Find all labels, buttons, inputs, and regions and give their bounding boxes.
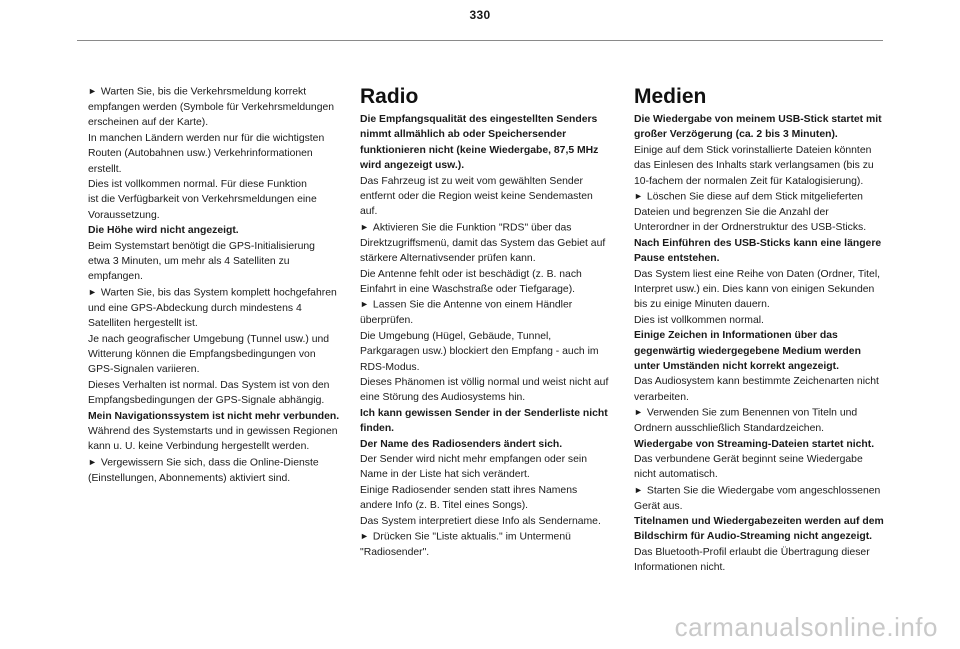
watermark: carmanualsonline.info [674,612,938,642]
line-text: erscheinen auf der Karte). [88,117,209,129]
body-text-line [360,251,616,266]
section-heading-media: Medien [634,85,707,108]
line-text: Dateien und begrenzen Sie die Anzahl der [634,206,829,218]
question-heading-line [634,344,890,359]
line-text: Informationen nicht. [634,562,726,574]
line-text: Dies ist vollkommen normal. [634,314,764,326]
line-text: ist die Verfügbarkeit von Verkehrsmeldungen eine [88,194,317,206]
body-text-line [88,301,344,316]
line-text: Das Fahrzeug ist zu weit vom gewählten Sender [360,175,583,187]
line-text: Einige Zeichen in Informationen über das [634,330,838,342]
line-text: eine Störung des Audiosystems hin. [360,392,526,404]
question-heading-line [634,359,890,374]
instruction-line [88,455,344,471]
line-text: Unterordner in der Ordnerstruktur des USB-Sticks. [634,222,867,234]
line-text: andere Info (z. B. Titel eines Songs). [360,500,529,512]
body-text-line [634,499,890,514]
instruction-line [360,220,616,236]
body-text-line [634,374,890,389]
line-text: (Einstellungen, Abonnements) aktiviert sind. [88,472,291,484]
line-text: Löschen Sie diese auf dem Stick mitgelieferten [646,191,863,203]
question-heading-line [88,409,344,424]
body-text-line [634,143,890,158]
line-text: Empfangsbedingungen der GPS-Signale abhängig. [88,395,325,407]
question-heading-line [634,328,890,343]
body-text-line [88,115,344,130]
line-text: großer Verzögerung (ca. 2 bis 3 Minuten). [634,129,838,141]
body-text-line [360,360,616,375]
body-text-line [88,316,344,331]
triangle-bullet-icon: ► [634,407,643,418]
line-text: überprüfen. [360,315,414,327]
body-text-line [634,282,890,297]
body-text-line [88,439,344,454]
line-text: auf. [360,206,378,218]
instruction-line [634,483,890,499]
body-text-line [360,189,616,204]
line-text: funktionieren nicht (keine Wiedergabe, 87,5 MHz [360,144,599,156]
question-heading-line [360,158,616,173]
body-text-line [634,205,890,220]
body-text-line [88,471,344,486]
line-text: Wiedergabe von Streaming-Dateien startet nicht. [634,438,875,450]
body-text-line [360,390,616,405]
body-text-line [360,545,616,560]
question-heading-line [360,127,616,142]
line-text: Gerät aus. [634,500,683,512]
body-text-line [88,362,344,377]
question-heading-line [634,251,890,266]
triangle-bullet-icon: ► [360,299,369,310]
line-text: Dieses Verhalten ist normal. Das System ist von den [88,379,330,391]
line-text: entfernt oder die Region weist keine Sendemasten [360,191,593,203]
instruction-line [360,529,616,545]
body-text-line [634,297,890,312]
body-text-line [360,267,616,282]
line-text: Vergewissern Sie sich, dass die Online-Dienste [100,457,319,469]
question-heading-line [634,514,890,529]
triangle-bullet-icon: ► [360,221,369,232]
body-text-line [360,344,616,359]
question-heading-line [360,421,616,436]
line-text: Interpret usw.) ein. Dies kann von einigen Sekunden [634,283,875,295]
body-text-line [360,514,616,529]
line-text: Die Empfangsqualität des eingestellten Senders [360,114,598,125]
line-text: unter Umständen nicht korrekt angezeigt. [634,361,839,372]
body-text-line [360,467,616,482]
line-text: Bildschirm für Audio-Streaming nicht angezeigt. [634,531,873,543]
body-text-line [360,236,616,251]
line-text: nimmt allmählich ab oder Speichersender [360,129,567,141]
column-media [634,85,890,576]
body-text-line [360,282,616,297]
triangle-bullet-icon: ► [88,86,97,96]
triangle-bullet-icon: ► [360,530,369,541]
line-text: und eine GPS-Abdeckung durch mindestens 4 [88,302,302,314]
header-rule [77,40,883,41]
line-text: Mein Navigationssystem ist nicht mehr verbunden. [88,410,340,422]
question-heading-line [360,406,616,421]
column-radio [360,85,616,560]
body-text-line [360,452,616,467]
line-text: Das verbundene Gerät beginnt seine Wiedergabe [634,453,863,465]
body-text-line [88,269,344,284]
body-text-line [634,174,890,189]
line-text: Direktzugriffsmenü, damit das System das Gebiet auf [360,237,606,249]
line-text: Witterung können die Empfangsbedingungen von [88,348,316,360]
column-navigation-troubleshooting [88,84,344,486]
line-text: Während des Systemstarts und in gewissen Regionen [88,425,338,437]
triangle-bullet-icon: ► [88,456,97,467]
line-text: stärkere Alternativsender prüfen kann. [360,253,536,265]
question-heading-line [634,112,890,127]
line-text: Das System interpretiert diese Info als Sendername. [360,515,601,527]
line-text: Das System liest eine Reihe von Daten (Ordner, Titel, [634,268,881,280]
question-heading-line [360,437,616,452]
body-text-line [634,545,890,560]
body-text-line [360,329,616,344]
line-text: Das Bluetooth-Profil erlaubt die Übertragung dieser [634,546,870,558]
triangle-bullet-icon: ► [634,484,643,495]
question-heading-line [634,127,890,142]
body-text-line [634,452,890,467]
line-text: Die Höhe wird nicht angezeigt. [88,225,239,237]
line-text: gegenwärtig wiedergegebene Medium werden [634,345,861,357]
line-text: Pause entstehen. [634,253,720,265]
line-text: Nach Einführen des USB-Sticks kann eine längere [634,237,882,249]
question-heading-line [360,143,616,158]
body-text-line [88,254,344,269]
line-text: wird angezeigt usw.). [360,160,465,172]
question-heading-line [634,529,890,544]
line-text: Parkgaragen usw.) blockiert den Empfang - auch im [360,346,599,358]
line-text: Verwenden Sie zum Benennen von Titeln und [646,407,858,419]
line-text: Name in der Liste hat sich verändert. [360,469,530,481]
section-heading-radio: Radio [360,85,419,108]
line-text: Einige Radiosender senden statt ihres Namens [360,484,578,496]
body-text-line [88,146,344,161]
line-text: Die Umgebung (Hügel, Gebäude, Tunnel, [360,330,552,342]
line-text: Voraussetzung. [88,209,160,221]
instruction-line [634,189,890,205]
line-text: Einfahrt in eine Waschstraße oder Tiefgarage). [360,283,576,295]
line-text: "Radiosender". [360,546,430,558]
body-text-line [88,332,344,347]
line-text: finden. [360,423,395,435]
line-text: Titelnamen und Wiedergabezeiten werden auf dem [634,516,884,528]
line-text: Warten Sie, bis das System komplett hochgefahren [100,287,337,299]
question-heading-line [634,437,890,452]
line-text: kann u. U. keine Verbindung hergestellt werden. [88,441,310,453]
line-text: RDS-Modus. [360,361,420,373]
line-text: erstellt. [88,163,122,175]
line-text: etwa 3 Minuten, um mehr als 4 Satelliten zu [88,255,290,267]
line-text: Die Wiedergabe von meinem USB-Stick startet mit [634,114,882,125]
question-heading-line [634,236,890,251]
line-text: Ordnern ausschließlich Standardzeichen. [634,423,825,435]
line-text: nicht automatisch. [634,469,718,481]
body-text-line [634,220,890,235]
body-text-line [634,421,890,436]
body-text-line [88,424,344,439]
body-text-line [88,393,344,408]
body-text-line [88,347,344,362]
triangle-bullet-icon: ► [88,286,97,297]
line-text: empfangen. [88,271,143,283]
body-text-line [88,208,344,223]
instruction-line [88,285,344,301]
body-text-line [88,239,344,254]
instruction-line [88,84,344,100]
body-text-line [360,375,616,390]
body-text-line [88,192,344,207]
body-text-line [634,158,890,173]
line-text: In manchen Ländern werden nur für die wichtigsten [88,132,325,144]
line-text: Die Antenne fehlt oder ist beschädigt (z. B. nach [360,268,582,280]
body-text-line [360,174,616,189]
body-text-line [88,162,344,177]
line-text: bis zu einige Minuten dauern. [634,299,770,311]
line-text: Ich kann gewissen Sender in der Senderliste nicht [360,407,608,419]
body-text-line [634,267,890,282]
body-text-line [634,467,890,482]
line-text: Je nach geografischer Umgebung (Tunnel usw.) und [88,333,330,345]
instruction-line [634,405,890,421]
page-number: 330 [469,8,491,22]
body-text-line [88,177,344,192]
question-heading-line [360,112,616,127]
line-text: Lassen Sie die Antenne von einem Händler [372,299,573,311]
triangle-bullet-icon: ► [634,191,643,202]
line-text: Der Name des Radiosenders ändert sich. [360,438,563,450]
body-text-line [88,131,344,146]
line-text: Dieses Phänomen ist völlig normal und weist nicht auf [360,376,609,388]
body-text-line [360,204,616,219]
body-text-line [634,313,890,328]
body-text-line [360,483,616,498]
line-text: Warten Sie, bis die Verkehrsmeldung korrekt [100,86,307,98]
line-text: Satelliten hergestellt ist. [88,318,198,330]
body-text-line [88,100,344,115]
line-text: Dies ist vollkommen normal. Für diese Funktion [88,178,307,190]
body-text-line [634,560,890,575]
line-text: Drücken Sie "Liste aktualis." im Untermenü [372,531,571,543]
line-text: Routen (Autobahnen usw.) Verkehrinformationen [88,148,313,160]
line-text: empfangen werden (Symbole für Verkehrsmeldungen [88,101,335,113]
body-text-line [88,378,344,393]
body-text-line [360,498,616,513]
line-text: Der Sender wird nicht mehr empfangen oder sein [360,453,587,465]
line-text: das Einlesen des Inhalts stark verlangsamen (bis zu [634,160,874,172]
line-text: Beim Systemstart benötigt die GPS-Initialisierung [88,240,315,252]
line-text: Aktivieren Sie die Funktion "RDS" über das [372,222,572,234]
line-text: 10-fachem der normalen Zeit für Katalogisierung). [634,175,864,187]
body-text-line [634,390,890,405]
line-text: Das Audiosystem kann bestimmte Zeichenarten nicht [634,376,879,388]
line-text: verarbeiten. [634,391,689,403]
line-text: Starten Sie die Wiedergabe vom angeschlossenen [646,485,881,497]
question-heading-line [88,223,344,238]
instruction-line [360,297,616,313]
line-text: Einige auf dem Stick vorinstallierte Dateien könnten [634,144,872,156]
line-text: GPS-Signalen variieren. [88,364,200,376]
body-text-line [360,313,616,328]
